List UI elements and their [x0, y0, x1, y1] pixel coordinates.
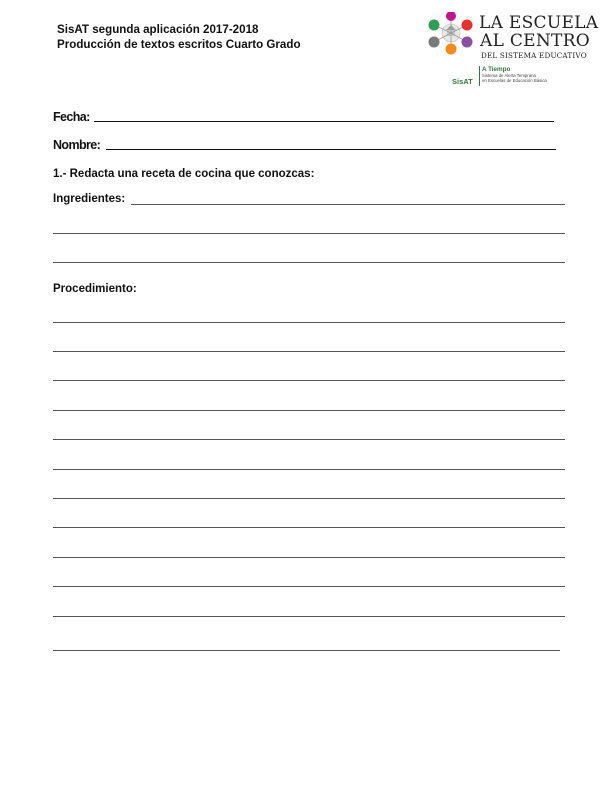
- document-header: [57, 22, 301, 52]
- fecha-answer-line[interactable]: [94, 121, 554, 122]
- procedimiento-line[interactable]: [53, 527, 565, 528]
- procedimiento-line[interactable]: [53, 439, 565, 440]
- procedimiento-line[interactable]: [53, 650, 560, 651]
- logo-line-3: DEL SISTEMA EDUCATIVO: [481, 51, 587, 60]
- sisat-description-1: Sistema de Alerta Temprana: [482, 73, 536, 78]
- ingredientes-label: Ingredientes:: [53, 193, 126, 205]
- header-line-1: SisAT segunda aplicación 2017-2018: [57, 23, 259, 36]
- procedimiento-line[interactable]: [53, 380, 565, 381]
- procedimiento-line[interactable]: [53, 498, 565, 499]
- procedimiento-line[interactable]: [53, 410, 565, 411]
- question-1: 1.- Redacta una receta de cocina que conozcas:: [53, 168, 315, 180]
- ingredientes-line[interactable]: [131, 204, 565, 205]
- header-line-2: Producción de textos escritos Cuarto Grado: [57, 38, 301, 51]
- sisat-brand: SisAT: [452, 77, 473, 86]
- procedimiento-label: Procedimiento:: [53, 283, 137, 295]
- sisat-divider: [479, 66, 480, 86]
- nombre-label: Nombre:: [53, 138, 101, 152]
- logo-wordmark: [479, 14, 598, 60]
- procedimiento-line[interactable]: [53, 557, 565, 558]
- sisat-tagline: A Tiempo: [482, 66, 511, 73]
- procedimiento-line[interactable]: [53, 586, 565, 587]
- nombre-answer-line[interactable]: [106, 149, 556, 150]
- procedimiento-line[interactable]: [53, 322, 565, 323]
- fecha-label: Fecha:: [53, 110, 90, 124]
- ingredientes-line[interactable]: [53, 262, 565, 263]
- logo-line-1: LA ESCUELA: [479, 13, 599, 33]
- sisat-description-2: en Escuelas de Educación Básica: [482, 78, 547, 83]
- procedimiento-line[interactable]: [53, 351, 565, 352]
- ingredientes-line[interactable]: [53, 233, 565, 234]
- procedimiento-line[interactable]: [53, 469, 565, 470]
- procedimiento-line[interactable]: [53, 616, 565, 617]
- logo-line-2: AL CENTRO: [480, 31, 591, 51]
